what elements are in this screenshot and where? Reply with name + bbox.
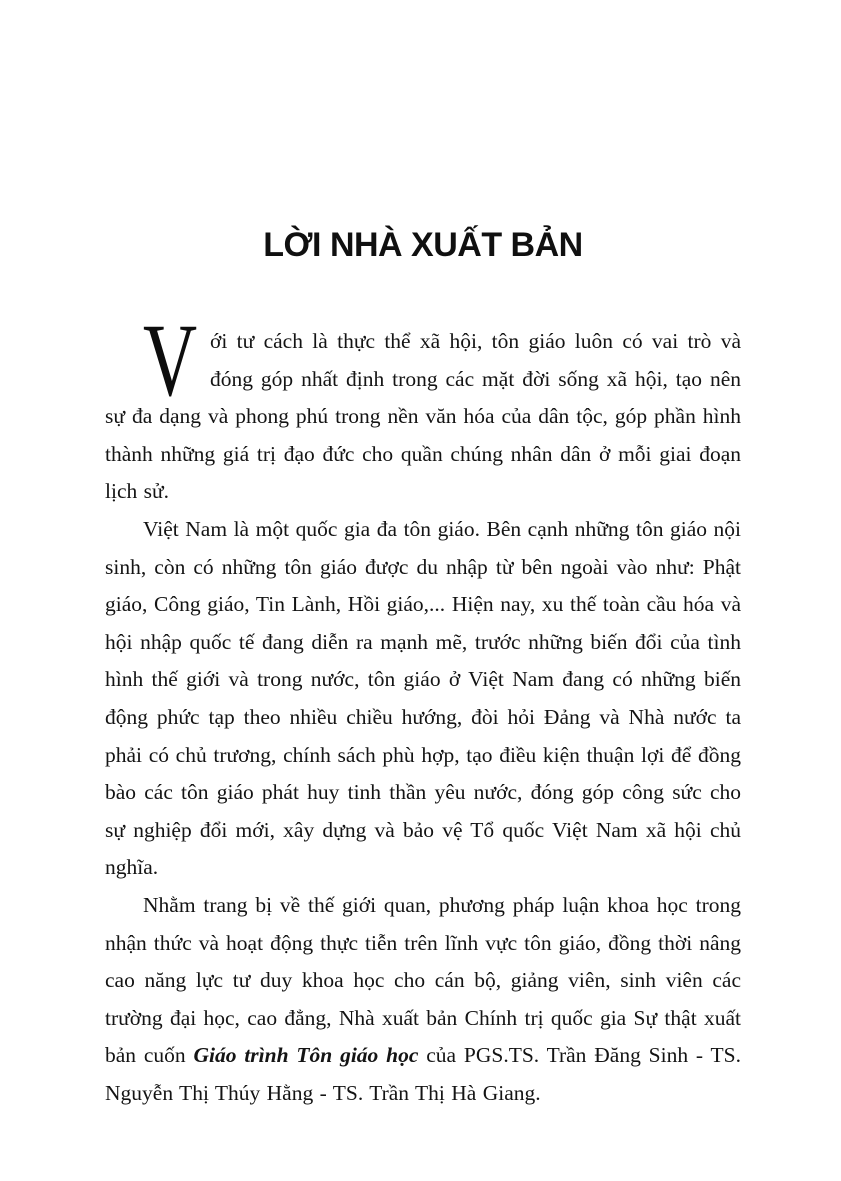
paragraph-1 [105,303,741,511]
paragraph-1-text: ới tư cách là thực thể xã hội, tôn giáo luôn có vai trò và đóng góp nhất định trong các mặt đời sống xã hội, tạo nên sự đa dạng và phong phú trong nền văn hóa của dân tộc, góp phần hình thành những giá trị đạo đức cho quần chúng nhân dân ở mỗi giai đoạn lịch sử. [105,329,741,504]
book-title: Giáo trình Tôn giáo học [193,1043,419,1068]
paragraph-2: Việt Nam là một quốc gia đa tôn giáo. Bên cạnh những tôn giáo nội sinh, còn có những tôn giáo được du nhập từ bên ngoài vào như: Phật giáo, Công giáo, Tin Lành, Hồi giáo,... Hiện nay, xu thế toàn cầu hóa và hội nhập quốc tế đang diễn ra mạnh mẽ, trước những biến đổi của tình hình thế giới và trong nước, tôn giáo ở Việt Nam đang có những biến động phức tạp theo nhiều chiều hướng, đòi hỏi Đảng và Nhà nước ta phải có chủ trương, chính sách phù hợp, tạo điều kiện thuận lợi để đồng bào các tôn giáo phát huy tinh thần yêu nước, đóng góp công sức cho sự nghiệp đổi mới, xây dựng và bảo vệ Tổ quốc Việt Nam xã hội chủ nghĩa. [105,516,741,880]
paragraph-3-text-after: của PGS.TS. Trần Đăng Sinh - TS. Nguyễn Thị Thúy Hằng - TS. Trần Thị Hà Giang. [105,1043,741,1105]
body-text [105,303,741,1112]
publisher-foreword-heading: LỜI NHÀ XUẤT BẢN [263,226,583,264]
paragraph-3 [105,887,741,1113]
paragraph-3-text-before: Nhằm trang bị về thế giới quan, phương pháp luận khoa học trong nhận thức và hoạt động thực tiễn trên lĩnh vực tôn giáo, đồng thời nâng cao năng lực tư duy khoa học cho cán bộ, giảng viên, sinh viên các trường đại học, cao đẳng, Nhà xuất bản Chính trị quốc gia Sự thật xuất bản cuốn [105,892,741,1068]
dropcap-letter: V [143,303,198,418]
